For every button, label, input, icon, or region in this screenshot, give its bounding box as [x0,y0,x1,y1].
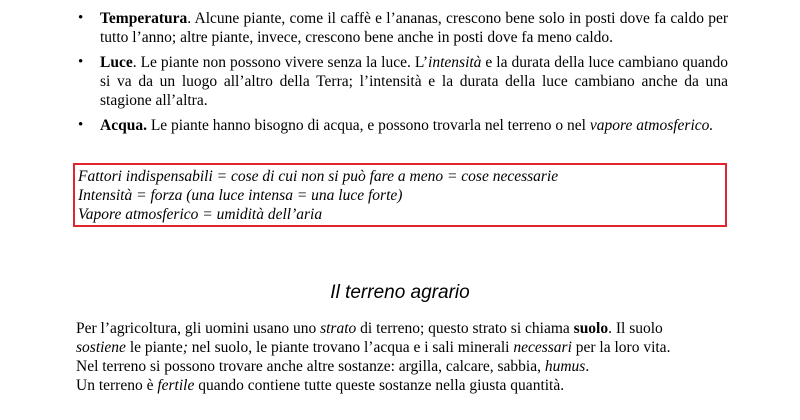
paragraph-line: sostiene le piante; nel suolo, le piante trovano l’acqua e i sali minerali necessari per la loro vita. [76,339,671,356]
item-text: . Le piante non possono vivere senza la luce. L’ [132,54,429,71]
term-luce: Luce [100,54,133,71]
item-text: Le piante hanno bisogno di acqua, e possono trovarla nel terreno o nel [146,117,590,134]
item-text: e la durata della luce cambiano quando si va da un luogo all’altro della Terra; l’intensità e la durata della luce cambiano anche da una stagione all’altra. [100,54,728,109]
list-item [76,53,728,110]
section-heading: Il terreno agrario [330,282,470,303]
glossary-line: Fattori indispensabili = cose di cui non si può fare a meno = cose necessarie [78,168,559,185]
term-temperatura: Temperatura [100,10,188,27]
paragraph-line: Per l’agricoltura, gli uomini usano uno strato di terreno; questo strato si chiama suolo. Il suolo [76,320,663,337]
paragraph-line: Un terreno è fertile quando contiene tutte queste sostanze nella giusta quantità. [76,377,565,394]
bullet-icon: • [78,117,84,133]
factors-list [76,9,728,141]
paragraph-line: Nel terreno si possono trovare anche altre sostanze: argilla, calcare, sabbia, humus. [76,358,590,375]
item-text: . Alcune piante, come il caffè e l’ananas, crescono bene solo in posti dove fa caldo per tutto l’anno; altre piante, invece, crescono bene anche in posti dove fa meno caldo. [100,10,728,46]
italic-word: vapore atmosferico. [589,117,714,134]
list-item [76,116,728,135]
list-item [76,9,728,47]
bullet-icon: • [78,10,84,26]
glossary-line: Intensità = forza (una luce intensa = una luce forte) [78,187,403,204]
glossary-box [73,163,727,227]
body-paragraph [76,319,728,395]
glossary-line: Vapore atmosferico = umidità dell’aria [78,206,323,223]
bullet-icon: • [78,54,84,70]
italic-word: intensità [428,54,482,71]
term-acqua: Acqua. [100,117,147,134]
